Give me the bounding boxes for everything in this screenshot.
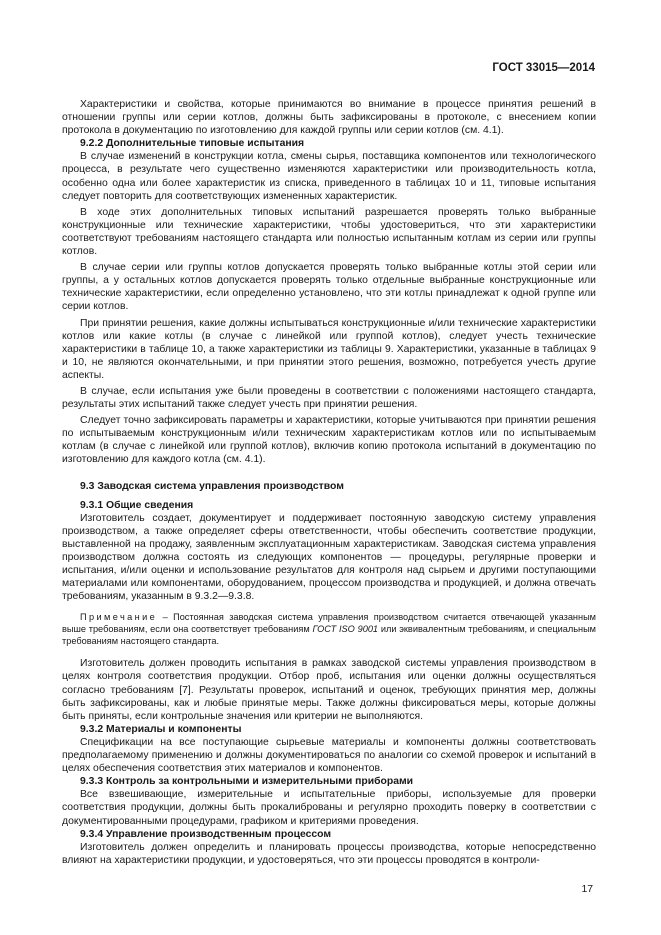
section-heading-9-3-3: 9.3.3 Контроль за контрольными и измерительными приборами: [80, 776, 414, 788]
paragraph: Изготовитель создает, документирует и поддерживает постоянную заводскую систему управления производством, а также определяет сферы ответственности, чтобы обеспечить соответствие продукции, выставленной на продажу, заявленным эксплуатационным характеристикам. Заводская система управления производством должна состоять из следующих компонентов — процедуры, регулярные проверки и испытания, и/или оценки и использование результатов для контроля над сырьем и другими поступающими материалами или компонентами, оборудованием, процессом производства и продукцией, и должна отвечать требованиям, указанным в 9.3.2—9.3.8.: [62, 512, 596, 603]
document-header: ГОСТ 33015—2014: [492, 62, 595, 74]
paragraph: В случае изменений в конструкции котла, смены сырья, поставщика компонентов или технологического процесса, в результате чего существенно изменяются характеристики или производительность котла, особенно одна или более характеристик из списка, приведенного в таблицах 10 и 11, типовые испытания следует повторить для соответствующих измененных характеристик.: [62, 151, 596, 202]
note-label: Примечание: [80, 612, 158, 623]
note-reference: ГОСТ ISO 9001: [312, 624, 379, 635]
paragraph: Характеристики и свойства, которые принимаются во внимание в процессе принятия решений в отношении группы или серии котлов, должны быть зафиксированы в протоколе, с внесением копии протокола в документацию по изготовлению для каждой группы или серии котлов (см. 4.1).: [62, 99, 596, 137]
paragraph: При принятии решения, какие должны испытываться конструкционные и/или технические характеристики котлов или какие котлы (в случае с линейкой или группой котлов), следует учесть технические характеристики в таблице 10, а также характеристики из таблицы 9. Характеристики, указанные в таблицах 9 и 10, не являются окончательными, и при принятии этого решения, возможно, потребуется учесть другие аспекты.: [62, 317, 596, 381]
section-heading-9-2-2: 9.2.2 Дополнительные типовые испытания: [80, 138, 305, 150]
paragraph: Изготовитель должен проводить испытания в рамках заводской системы управления производством в целях контроля соответствия продукции. Отбор проб, испытания или оценки должны осуществляться согласно требованиям [7]. Результаты проверок, испытаний и оценок, требующих принятия мер, должны быть зафиксированы, как и любые принятые меры. Также должны фиксироваться меры, которые должны быть приняты, если контрольные значения или критерии не выполняются.: [62, 658, 596, 722]
note-text: – Постоянная заводская система управления производством считается отвечающей указанным выше требованиям, если она соответствует требованиям: [62, 612, 596, 635]
paragraph: В случае, если испытания уже были проведены в соответствии с положениями настоящего стандарта, результаты этих испытаний также следует учесть при принятии решения.: [62, 385, 596, 411]
note: [62, 611, 596, 647]
section-heading-9-3-4: 9.3.4 Управление производственным процессом: [80, 828, 332, 840]
paragraph: Следует точно зафиксировать параметры и характеристики, которые учитываются при принятии решения по испытываемым конструкционным и/или техническим характеристикам котлов или по испытываемым котлам (в случае с линейкой или группой котлов), включив копию протокола испытаний в документацию по изготовлению для каждого котла (см. 4.1).: [62, 415, 596, 466]
section-heading-9-3-2: 9.3.2 Материалы и компоненты: [80, 723, 242, 735]
paragraph: Изготовитель должен определить и планировать процессы производства, которые непосредственно влияют на характеристики продукции, и удостоверяться, что эти процессы проводятся в контроли-: [62, 841, 596, 866]
paragraph: Спецификации на все поступающие сырьевые материалы и компоненты должны соответствовать предполагаемому применению и должны документироваться по аналогии со схемой проверок и испытаний в целях обеспечения соответствия этих материалов и компонентов.: [62, 736, 596, 775]
section-heading-9-3: 9.3 Заводская система управления производством: [80, 480, 344, 492]
note-text: или эквивалентным требованиям, и специальным требованиям настоящего стандарта.: [62, 624, 597, 647]
page-number: 17: [581, 883, 593, 895]
paragraph: Все взвешивающие, измерительные и испытательные приборы, используемые для проверки соответствия продукции, должны быть прокалиброваны и регулярно проходить поверку в соответствии с документированными процедурами, графиком и критериями проведения.: [62, 789, 596, 827]
paragraph: В случае серии или группы котлов допускается проверять только выбранные котлы этой серии или группы, а у остальных котлов допускается проверять только отдельные выбранные конструкционные или технические характеристики, если определенно установлено, что эти котлы принадлежат к одной группе или серии котлов.: [62, 262, 596, 313]
section-heading-9-3-1: 9.3.1 Общие сведения: [80, 499, 194, 511]
paragraph: В ходе этих дополнительных типовых испытаний разрешается проверять только выбранные конструкционные или технические характеристики, чтобы удостовериться, что эти характеристики соответствуют требованиям настоящего стандарта или полностью испытанным котлам из серии или группы котлов.: [62, 206, 596, 258]
page-content: [62, 98, 596, 867]
